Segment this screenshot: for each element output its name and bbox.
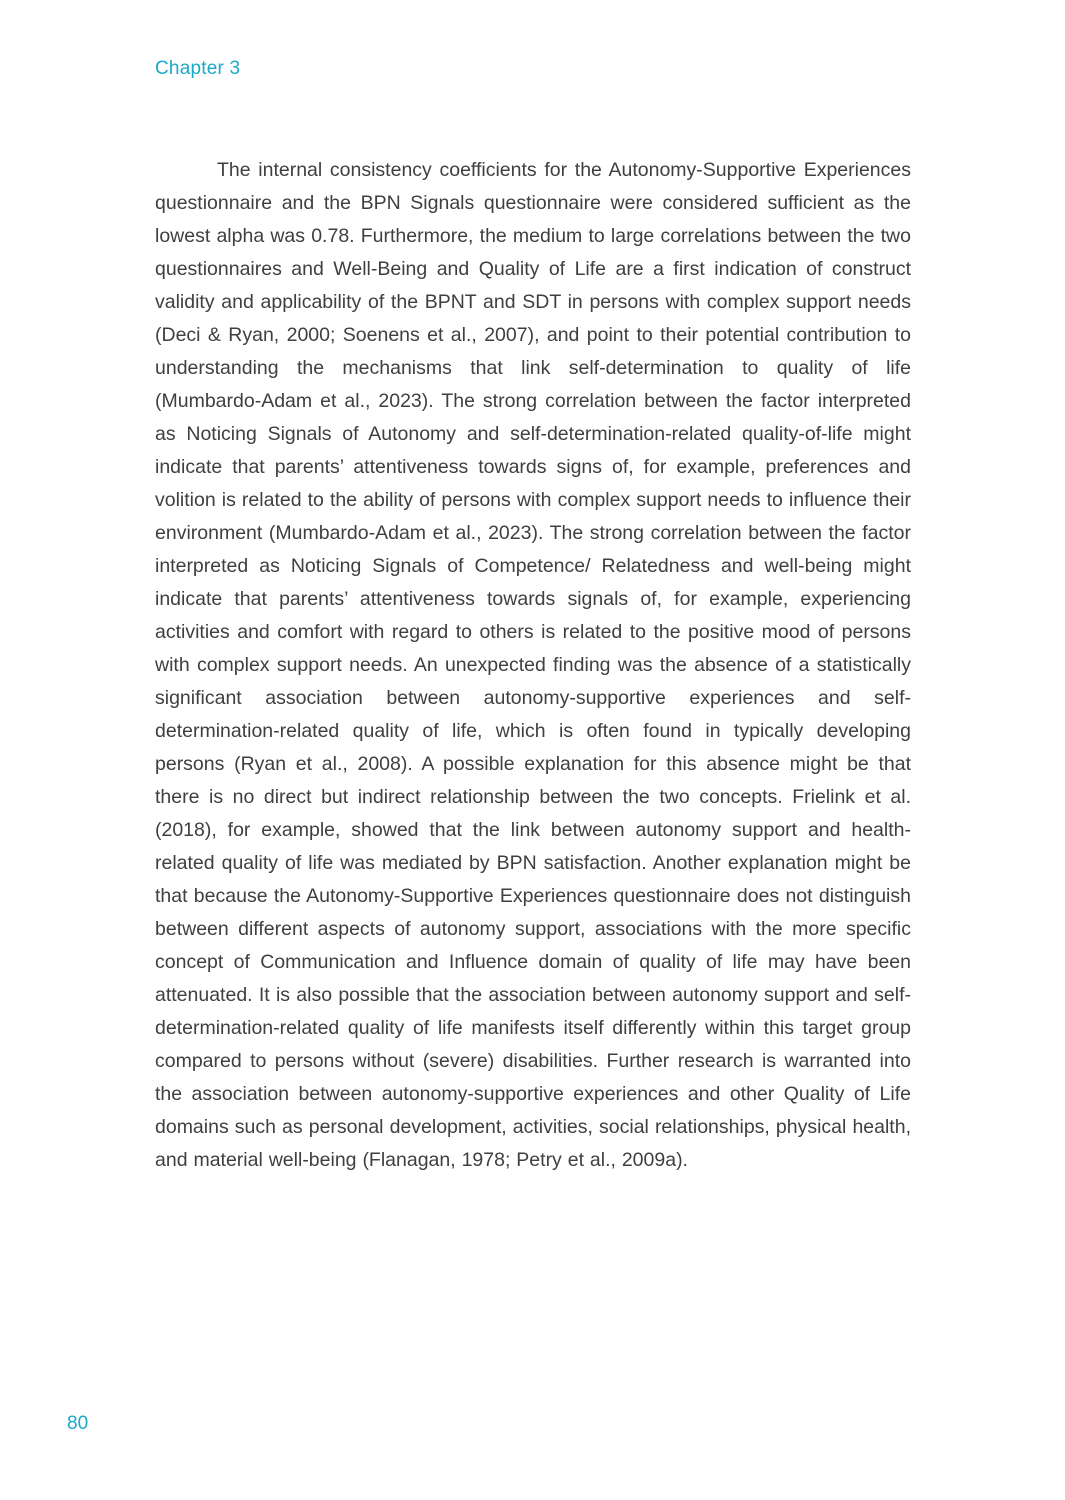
page-number: 80: [67, 1413, 89, 1434]
body-paragraph: The internal consistency coefficients for the Autonomy-Supportive Experiences questionnaire and the BPN Signals questionnaire were considered sufficient as the lowest alpha was 0.78. Furthermore, the medium to large correlations between the two questionnaires and Well-Being and Quality of Life are a first indication of construct validity and applicability of the BPNT and SDT in persons with complex support needs (Deci & Ryan, 2000; Soenens et al., 2007), and point to their potential contribution to understanding the mechanisms that link self-determination to quality of life (Mumbardo-Adam et al., 2023). The strong correlation between the factor interpreted as Noticing Signals of Autonomy and self-determination-related quality-of-life might indicate that parents’ attentiveness towards signs of, for example, preferences and volition is related to the ability of persons with complex support needs to influence their environment (Mumbardo-Adam et al., 2023). The strong correlation between the factor interpreted as Noticing Signals of Competence/ Relatedness and well-being might indicate that parents’ attentiveness towards signals of, for example, experiencing activities and comfort with regard to others is related to the positive mood of persons with complex support needs. An unexpected finding was the absence of a statistically significant association between autonomy-supportive experiences and self-determination-related quality of life, which is often found in typically developing persons (Ryan et al., 2008). A possible explanation for this absence might be that there is no direct but indirect relationship between the two concepts. Frielink et al. (2018), for example, showed that the link between autonomy support and health-related quality of life was mediated by BPN satisfaction. Another explanation might be that because the Autonomy-Supportive Experiences questionnaire does not distinguish between different aspects of autonomy support, associations with the more specific concept of Communication and Influence domain of quality of life may have been attenuated. It is also possible that the association between autonomy support and self-determination-related quality of life manifests itself differently within this target group compared to persons without (severe) disabilities. Further research is warranted into the association between autonomy-supportive experiences and other Quality of Life domains such as personal development, activities, social relationships, physical health, and material well-being (Flanagan, 1978; Petry et al., 2009a).: [155, 159, 911, 1171]
chapter-header: Chapter 3: [155, 58, 241, 79]
